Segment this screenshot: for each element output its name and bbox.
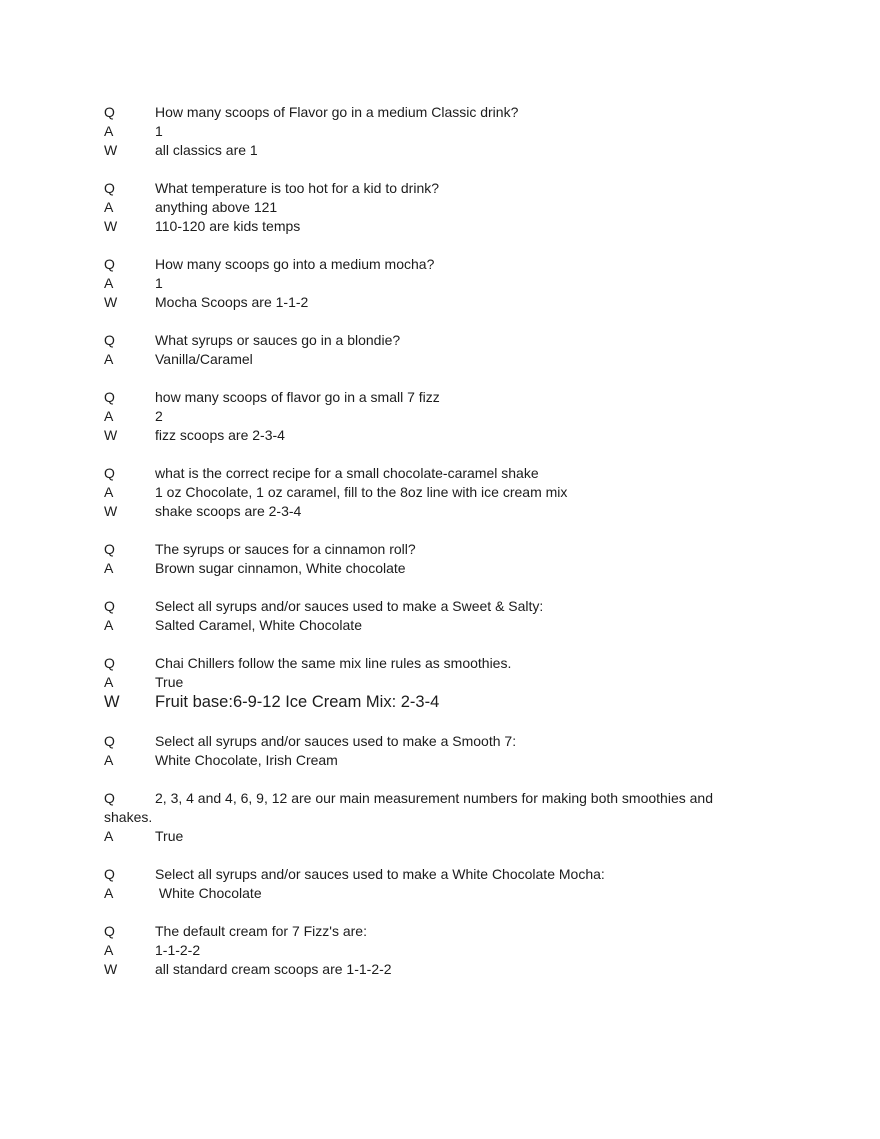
qa-line: [104, 865, 780, 884]
qa-line-text: how many scoops of flavor go in a small 7 fizz: [155, 389, 440, 405]
qa-line: [104, 616, 780, 635]
qa-line: [104, 960, 780, 979]
qa-block: [104, 789, 780, 846]
qa-line-label: A: [104, 752, 114, 768]
qa-line-label: Q: [104, 655, 115, 671]
qa-line-text: shakes.: [104, 809, 153, 825]
qa-line-label: A: [104, 942, 114, 958]
qa-block: [104, 331, 780, 369]
qa-block: [104, 922, 780, 979]
qa-line: [104, 179, 780, 198]
qa-block: [104, 103, 780, 160]
qa-line: [104, 922, 780, 941]
qa-line-label: Q: [104, 733, 115, 749]
qa-line: [104, 732, 780, 751]
qa-line: [104, 941, 780, 960]
qa-line-text: White Chocolate, Irish Cream: [155, 752, 338, 768]
qa-line: [104, 827, 780, 846]
qa-line-label: Q: [104, 465, 115, 481]
qa-line-text: what is the correct recipe for a small chocolate-caramel shake: [155, 465, 539, 481]
qa-line-label: A: [104, 275, 114, 291]
qa-line-label: A: [104, 484, 114, 500]
qa-block: [104, 540, 780, 578]
qa-line-continuation: [104, 808, 780, 827]
qa-line-label: W: [104, 218, 118, 234]
qa-line-label: A: [104, 560, 114, 576]
qa-line: [104, 673, 780, 692]
qa-line-label: A: [104, 617, 114, 633]
qa-line-text: Select all syrups and/or sauces used to make a White Chocolate Mocha:: [155, 866, 605, 882]
qa-line: [104, 426, 780, 445]
qa-line: [104, 141, 780, 160]
qa-line-text: Brown sugar cinnamon, White chocolate: [155, 560, 406, 576]
qa-block: [104, 654, 780, 713]
qa-line-label: Q: [104, 180, 115, 196]
qa-block: [104, 865, 780, 903]
qa-line-text: fizz scoops are 2-3-4: [155, 427, 285, 443]
qa-line-label: Q: [104, 923, 115, 939]
qa-line-text: 1: [155, 123, 163, 139]
qa-line-label: A: [104, 123, 114, 139]
qa-line-text: 2: [155, 408, 163, 424]
qa-line: [104, 407, 780, 426]
qa-line: [104, 217, 780, 236]
qa-block: [104, 732, 780, 770]
qa-line-text: The default cream for 7 Fizz's are:: [155, 923, 367, 939]
qa-line-label: A: [104, 199, 114, 215]
qa-line: [104, 692, 780, 713]
qa-line-label: W: [104, 294, 118, 310]
qa-line-text: all standard cream scoops are 1-1-2-2: [155, 961, 392, 977]
qa-line-label: A: [104, 828, 114, 844]
qa-block: [104, 388, 780, 445]
qa-line: [104, 597, 780, 616]
qa-line-text: Fruit base:6-9-12 Ice Cream Mix: 2-3-4: [155, 693, 440, 711]
qa-line-text: Vanilla/Caramel: [155, 351, 253, 367]
qa-line: [104, 884, 780, 903]
qa-list: [104, 103, 780, 979]
qa-line-text: anything above 121: [155, 199, 278, 215]
qa-line-label: Q: [104, 866, 115, 882]
qa-line-text: 1: [155, 275, 163, 291]
qa-line-label: W: [104, 503, 118, 519]
qa-line-text: Select all syrups and/or sauces used to make a Smooth 7:: [155, 733, 517, 749]
qa-line-text: 2, 3, 4 and 4, 6, 9, 12 are our main measurement numbers for making both smoothies and: [155, 790, 713, 806]
qa-line-text: The syrups or sauces for a cinnamon roll?: [155, 541, 416, 557]
qa-line-label: Q: [104, 790, 115, 806]
qa-line-text: Salted Caramel, White Chocolate: [155, 617, 362, 633]
qa-line: [104, 502, 780, 521]
qa-line: [104, 274, 780, 293]
qa-block: [104, 597, 780, 635]
qa-line: [104, 388, 780, 407]
qa-line-text: How many scoops of Flavor go in a medium Classic drink?: [155, 104, 519, 120]
qa-line-text: 1-1-2-2: [155, 942, 201, 958]
qa-line-text: Mocha Scoops are 1-1-2: [155, 294, 309, 310]
qa-block: [104, 255, 780, 312]
qa-line: [104, 293, 780, 312]
qa-line-text: How many scoops go into a medium mocha?: [155, 256, 435, 272]
qa-line-label: W: [104, 693, 120, 711]
qa-line: [104, 540, 780, 559]
qa-block: [104, 179, 780, 236]
qa-line: [104, 122, 780, 141]
qa-line-label: A: [104, 674, 114, 690]
qa-line-text: Chai Chillers follow the same mix line rules as smoothies.: [155, 655, 512, 671]
qa-line-label: A: [104, 351, 114, 367]
qa-line-label: A: [104, 408, 114, 424]
qa-line: [104, 103, 780, 122]
qa-line-text: True: [155, 828, 184, 844]
qa-line-label: Q: [104, 256, 115, 272]
qa-line: [104, 789, 780, 808]
qa-line: [104, 654, 780, 673]
qa-line: [104, 198, 780, 217]
qa-block: [104, 464, 780, 521]
qa-line: [104, 483, 780, 502]
qa-line: [104, 751, 780, 770]
qa-line-label: Q: [104, 104, 115, 120]
qa-line: [104, 464, 780, 483]
qa-line-text: 110-120 are kids temps: [155, 218, 301, 234]
qa-line-text: all classics are 1: [155, 142, 258, 158]
qa-line-text: What syrups or sauces go in a blondie?: [155, 332, 401, 348]
qa-line: [104, 559, 780, 578]
qa-line-text: 1 oz Chocolate, 1 oz caramel, fill to the 8oz line with ice cream mix: [155, 484, 568, 500]
qa-line-label: W: [104, 142, 118, 158]
qa-line-label: W: [104, 961, 118, 977]
qa-line-text: What temperature is too hot for a kid to drink?: [155, 180, 440, 196]
qa-line-text: True: [155, 674, 184, 690]
qa-line: [104, 331, 780, 350]
qa-line-text: White Chocolate: [155, 885, 262, 901]
qa-line-text: Select all syrups and/or sauces used to make a Sweet & Salty:: [155, 598, 544, 614]
qa-line: [104, 255, 780, 274]
qa-line-label: W: [104, 427, 118, 443]
qa-line: [104, 350, 780, 369]
qa-line-label: Q: [104, 541, 115, 557]
qa-line-label: A: [104, 885, 114, 901]
qa-line-text: shake scoops are 2-3-4: [155, 503, 302, 519]
qa-line-label: Q: [104, 598, 115, 614]
qa-line-label: Q: [104, 389, 115, 405]
qa-line-label: Q: [104, 332, 115, 348]
